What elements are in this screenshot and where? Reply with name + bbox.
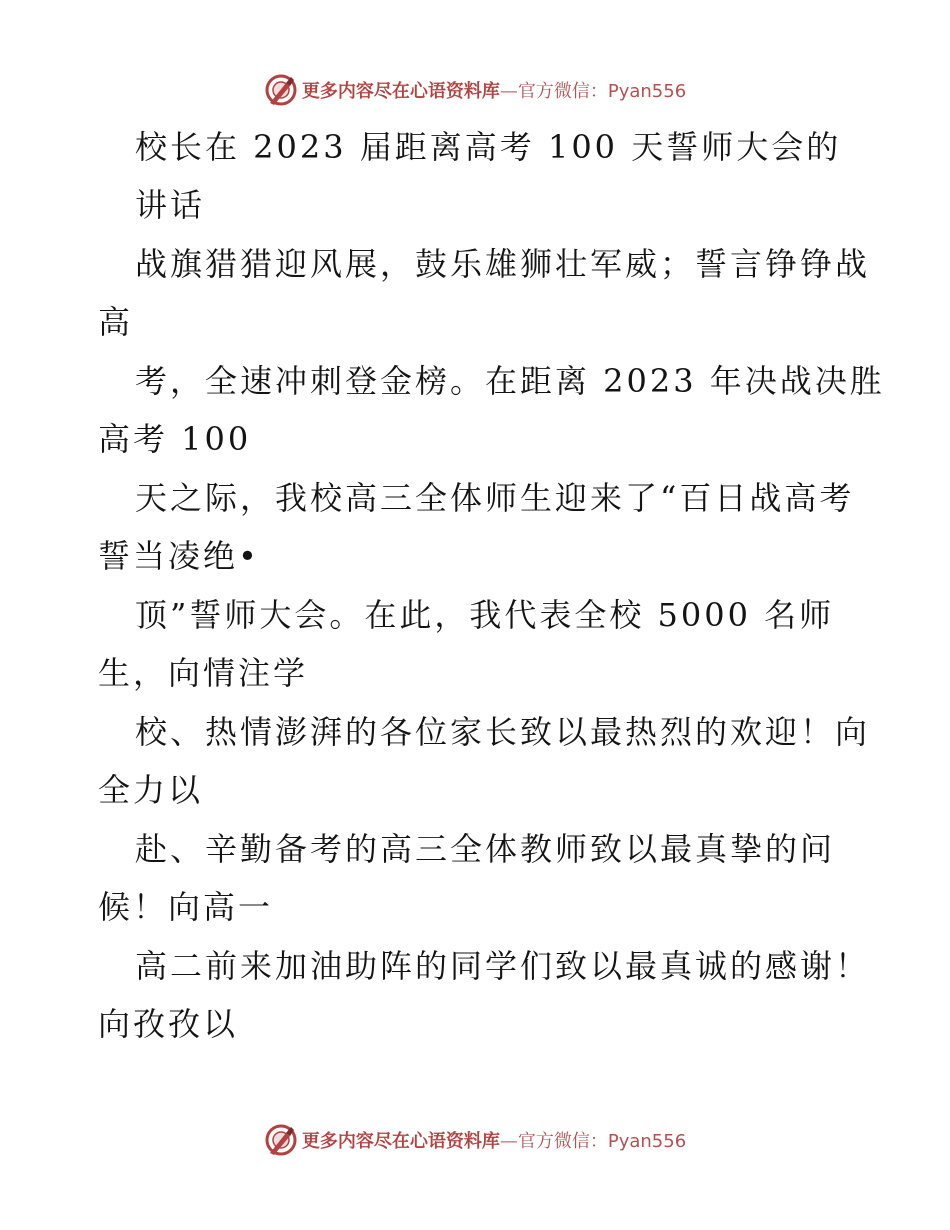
paragraph-line: 天之际，我校高三全体师生迎来了“百日战高考 [135, 479, 855, 517]
paragraph-line: 高 [98, 303, 134, 341]
watermark-dash: — [499, 1131, 518, 1152]
document-title-line-2: 讲话 [135, 186, 206, 224]
watermark-main-text: 更多内容尽在心语资料库 [301, 1131, 500, 1152]
paragraph-line: 战旗猎猎迎风展，鼓乐雄狮壮军威；誓言铮铮战 [135, 245, 871, 283]
paragraph-line: 高考 100 [98, 420, 252, 458]
watermark-id-text: Pyan556 [607, 81, 687, 102]
paragraph-line: 校、热情澎湃的各位家长致以最热烈的欢迎！向 [135, 713, 871, 751]
paragraph-line: 顶”誓师大会。在此，我代表全校 5000 名师 [135, 596, 835, 634]
paragraph-line: 赴、辛勤备考的高三全体教师致以最真挚的问 [135, 830, 836, 868]
watermark-sub-text: 官方微信： [517, 1131, 608, 1152]
paragraph-line: 考，全速冲刺登金榜。在距离 2023 年决战决胜 [135, 362, 885, 400]
document-title-line-1: 校长在 2023 届距离高考 100 天誓师大会的 [135, 128, 842, 166]
watermark-text [302, 77, 686, 103]
watermark-sub-text: 官方微信： [517, 81, 608, 102]
footer-watermark [0, 1120, 950, 1160]
paragraph-line: 生，向情注学 [98, 654, 309, 692]
header-watermark [0, 70, 950, 110]
pen-logo-icon [264, 1123, 298, 1157]
pen-logo-icon [264, 73, 298, 107]
paragraph-line: 誓当凌绝• [98, 537, 260, 575]
watermark-id-text: Pyan556 [607, 1131, 687, 1152]
paragraph-line: 候！向高一 [98, 888, 274, 926]
watermark-text [302, 1127, 686, 1153]
watermark-main-text: 更多内容尽在心语资料库 [301, 81, 500, 102]
paragraph-line: 高二前来加油助阵的同学们致以最真诚的感谢！ [135, 947, 871, 985]
watermark-dash: — [499, 81, 518, 102]
paragraph-line: 全力以 [98, 771, 204, 809]
paragraph-line: 向孜孜以 [98, 1005, 239, 1043]
